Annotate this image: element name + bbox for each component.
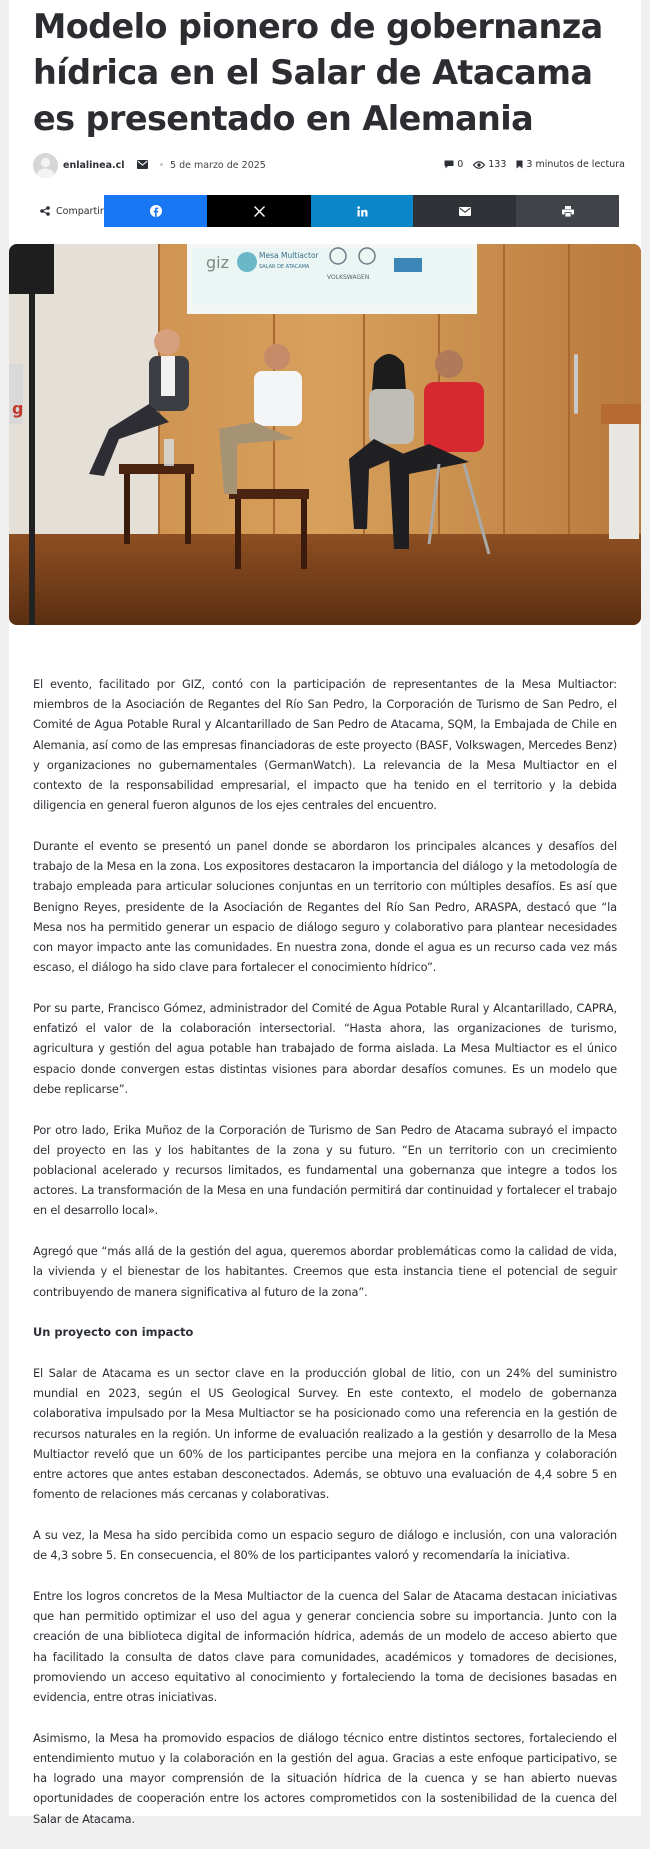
- paragraph: Por su parte, Francisco Gómez, administrador del Comité de Agua Potable Rural y Alcantarillado, CAPRA, enfatizó el valor de la colaboración intersectorial. “Hasta ahora, las organizaciones de turismo, agricultura y gestión del agua potable han trabajado de forma aislada. La Mesa Multiactor es el único espacio donde convergen estas distintas visiones para abordar desafíos comunes. Es un modelo que debe replicarse”.: [33, 1001, 617, 1096]
- share-facebook-button[interactable]: [104, 195, 207, 227]
- paragraph: Durante el evento se presentó un panel donde se abordaron los principales alcances y desafíos del trabajo de la Mesa en la zona. Los expositores destacaron la importancia del diálogo y la metodología de trabajo empleada para articular soluciones conjuntas en un territorio con múltiples desafíos. Es así que Benigno Reyes, presidente de la Asociación de Regantes del Río San Pedro, ARASPA, destacó que “la Mesa nos ha permitido generar un espacio de diálogo seguro y colaborativo para plantear necesidades con mayor impacto ante las comunidades. En nuestra zona, donde el agua es un recurso cada vez más escaso, el diálogo ha sido clave para fortalecer el conocimiento hídrico”.: [33, 839, 617, 975]
- author-name-link[interactable]: enlalinea.cl: [63, 160, 125, 171]
- share-label-text: Compartir: [56, 205, 104, 217]
- comment-icon: [444, 160, 454, 169]
- article-title: Modelo pionero de gobernanza hídrica en el Salar de Atacama es presentado en Alemania: [33, 7, 603, 138]
- post-date: 5 de marzo de 2025: [170, 160, 266, 171]
- featured-image: [9, 244, 641, 625]
- views-value: 133: [488, 159, 507, 170]
- paragraph: Entre los logros concretos de la Mesa Multiactor de la cuenca del Salar de Atacama destacan iniciativas que han permitido optimizar el uso del agua y generar conciencia sobre su importancia. Junto con la creación de una biblioteca digital de información hídrica, además de un modelo de acceso abierto que ha facilitado la consulta de datos clave para comunidades, académicos y tomadores de decisiones, promoviendo un acceso equitativo al conocimiento y fortaleciendo la toma de decisiones basadas en evidencia, entre otras iniciativas.: [33, 1589, 617, 1705]
- article-body: [33, 674, 617, 1849]
- panel-photo: [9, 244, 641, 625]
- printer-icon: [562, 206, 574, 217]
- slide-logo-text: giz: [206, 253, 229, 272]
- share-x-button[interactable]: [207, 195, 311, 227]
- paragraph: El Salar de Atacama es un sector clave en la producción global de litio, con un 24% del suministro mundial en 2023, según el US Geological Survey. En este contexto, el modelo de gobernanza colaborativa impulsado por la Mesa Multiactor se ha posicionado como una referencia en la gestión de recursos naturales en la región. Un informe de evaluación realizado a la gestión y desarrollo de la Mesa Multiactor reveló que un 60% de los participantes percibe una mejora en la confianza y colaboración entre actores que antes estaban desconectados. Además, se obtuvo una evaluación de 4,4 sobre 5 en fomento de relaciones más cercanas y colaborativas.: [33, 1366, 617, 1502]
- share-label: [31, 206, 104, 217]
- read-time-value: 3 minutos de lectura: [526, 159, 625, 170]
- slide-subtitle: SALAR DE ATACAMA: [259, 264, 310, 270]
- slide-title: Mesa Multiactor: [259, 251, 319, 260]
- article-card: [9, 0, 641, 1826]
- paragraph: Asimismo, la Mesa ha promovido espacios de diálogo técnico entre distintos sectores, fortaleciendo el entendimiento mutuo y la colaboración en la gestión del agua. Gracias a este enfoque participativo, se ha logrado una mayor comprensión de la situación hídrica de la cuenca y se han abierto nuevas oportunidades de cooperación entre los actores comprometidos con la sostenibilidad de la cuenca del Salar de Atacama.: [33, 1730, 617, 1826]
- paragraph: Agregó que “más allá de la gestión del agua, queremos abordar problemáticas como la calidad de vida, la vivienda y el bienestar de los habitantes. Creemos que esta instancia tiene el potencial de seguir contribuyendo de manera significativa al futuro de la zona”.: [33, 1244, 617, 1299]
- section-heading: Un proyecto con impacto: [33, 1325, 194, 1340]
- slide-brand: VOLKSWAGEN: [327, 274, 370, 281]
- share-email-button[interactable]: [413, 195, 516, 227]
- share-bar: [31, 195, 627, 227]
- svg-text:g: g: [12, 399, 24, 418]
- x-icon: [254, 206, 265, 217]
- comments-count[interactable]: [444, 159, 463, 170]
- paragraph: A su vez, la Mesa ha sido percibida como un espacio seguro de diálogo e inclusión, con una valoración de 4,3 sobre 5. En consecuencia, el 80% de los participantes valoró y recomendaría la iniciativa.: [33, 1528, 617, 1563]
- share-print-button[interactable]: [516, 195, 619, 227]
- eye-icon: [473, 161, 485, 169]
- facebook-icon: [150, 205, 162, 217]
- author-avatar[interactable]: [33, 153, 58, 178]
- paragraph: El evento, facilitado por GIZ, contó con la participación de representantes de la Mesa Multiactor: miembros de la Asociación de Regantes del Río San Pedro, la Corporación de Turismo de San Pedro, el Comité de Agua Potable Rural y Alcantarillado de San Pedro de Atacama, SQM, la Embajada de Chile en Alemania, así como de las empresas financiadoras de este proyecto (BASF, Volkswagen, Mercedes Benz) y organizaciones no gubernamentales (GermanWatch). La relevancia de la Mesa Multiactor en el contexto de la responsabilidad empresarial, el impacto que ha tenido en el territorio y la debida diligencia en general fueron algunos de los ejes centrales del encuentro.: [33, 677, 617, 813]
- envelope-icon: [459, 207, 471, 216]
- read-time: [516, 159, 625, 170]
- paragraph: Por otro lado, Erika Muñoz de la Corporación de Turismo de San Pedro de Atacama subrayó el impacto del proyecto en las y los habitantes de la zona y su futuro. “En un territorio con un crecimiento poblacional acelerado y recursos limitados, es fundamental una gobernanza que integre a todos los actores. La transformación de la Mesa en una fundación permitirá dar continuidad y fortalecer el trabajo en el desarrollo local».: [33, 1122, 617, 1218]
- post-meta: [33, 152, 625, 180]
- meta-separator: [160, 163, 163, 166]
- comments-value: 0: [457, 159, 464, 170]
- share-icon: [40, 206, 50, 216]
- bookmark-icon: [516, 160, 523, 169]
- linkedin-icon: [357, 206, 368, 217]
- views-count: [473, 159, 506, 170]
- post-stats: [444, 159, 625, 170]
- share-linkedin-button[interactable]: [311, 195, 413, 227]
- author-email-icon[interactable]: [137, 160, 148, 172]
